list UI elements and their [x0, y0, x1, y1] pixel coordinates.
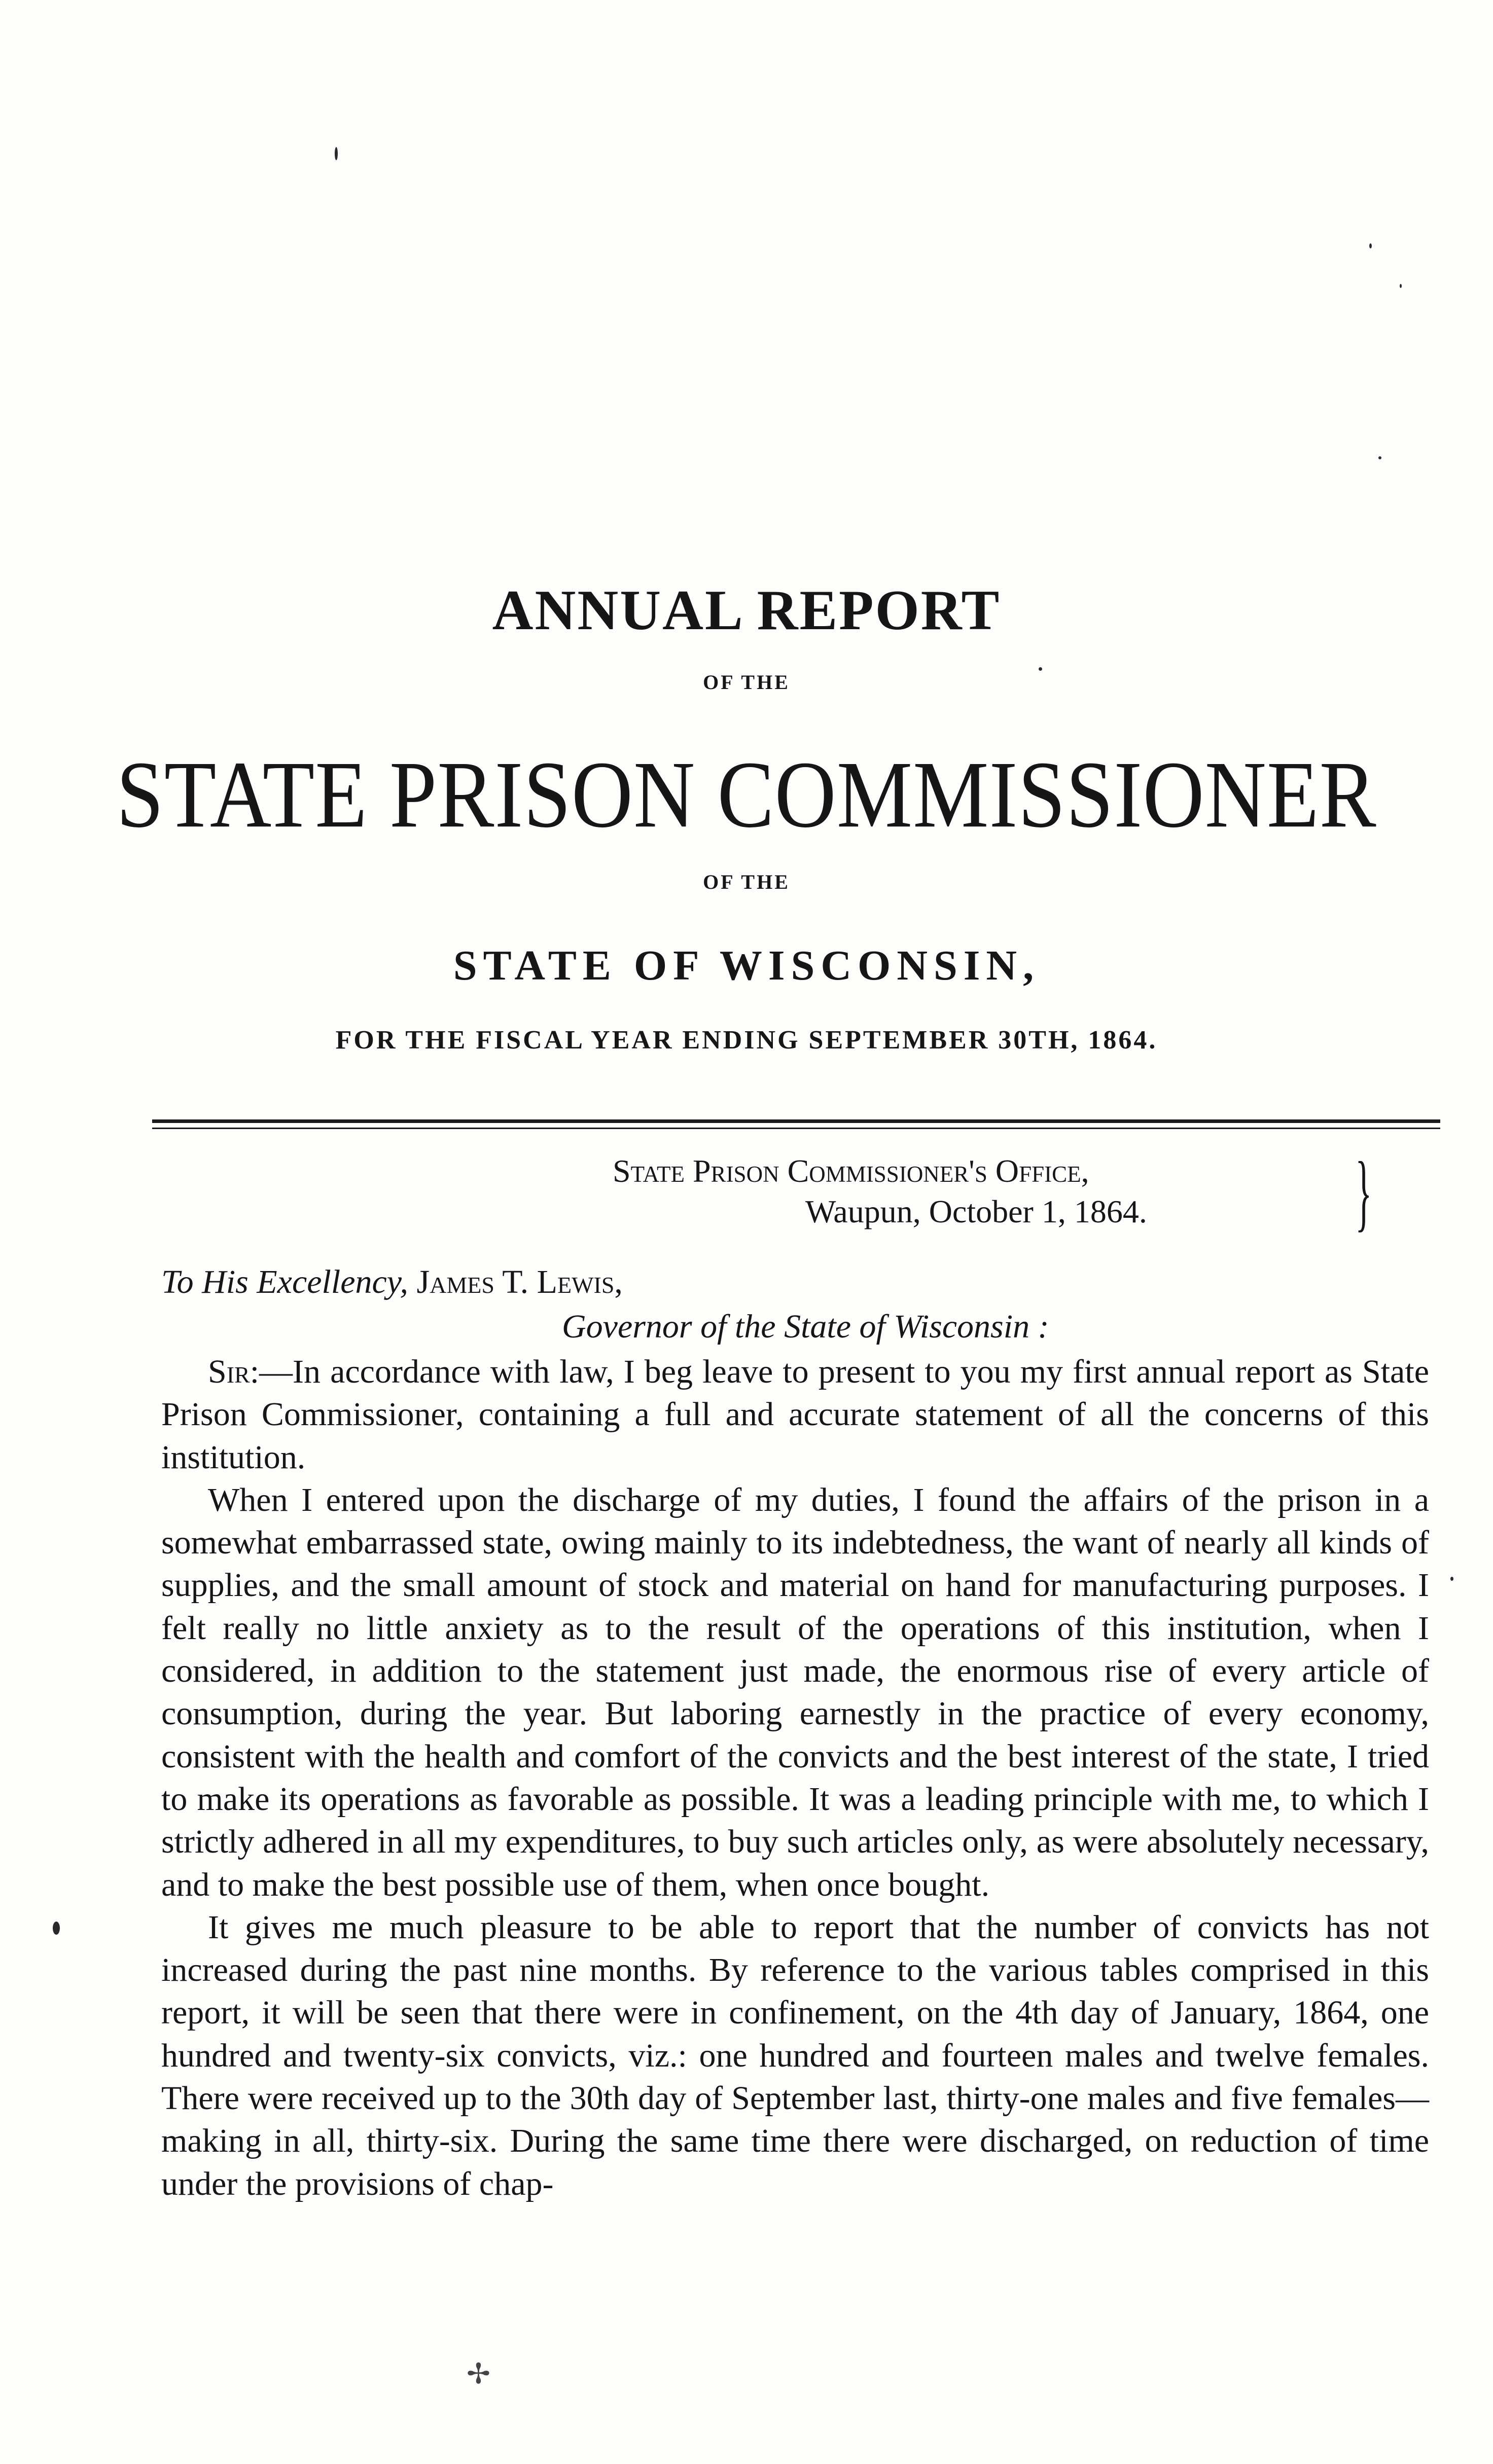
smudge-mark: ✢: [467, 2359, 490, 2390]
sir-salutation: Sir: [208, 1353, 250, 1390]
print-speck: [53, 1922, 60, 1935]
paragraph-2: When I entered upon the discharge of my duties, I found the affairs of the prison in a somewhat embarrassed state, owing mainly to its indebtedness, the want of nearly all kinds of supplies, and the small amount of stock and material on hand for manufacturing purposes. I felt really no little anxiety as to the result of the operations of this institution, when I considered, in addition to the statement just made, the enormous rise of every article of consumption, during the year. But laboring earnestly in the practice of every economy, consistent with the health and comfort of the convicts and the best interest of the state, I tried to make its operations as favorable as possible. It was a leading principle with me, to which I strictly adhered in all my expenditures, to buy such articles only, as were absolutely necessary, and to make the best possible use of them, when once bought.: [161, 1481, 1429, 1903]
addressee-name: James T. Lewis,: [416, 1263, 623, 1300]
report-title-annual: ANNUAL REPORT: [492, 579, 1001, 642]
salutation-prefix: To His Excellency,: [161, 1263, 408, 1300]
closing-brace: }: [1355, 1144, 1372, 1240]
print-speck: [1039, 667, 1042, 671]
print-speck: [1378, 456, 1381, 459]
paragraph-3: It gives me much pleasure to be able to report that the number of convicts has not increased during the past nine months. By reference to the various tables comprised in this report, it will be seen that there were in confinement, on the 4th day of January, 1864, one hundred and twenty-six convicts, viz.: one hundred and fourteen males and twelve females. There were received up to the 30th day of September last, thirty-one males and five females—making in all, thirty-six. During the same time there were discharged, on reduction of time under the provisions of chap-: [161, 1908, 1429, 2202]
double-rule-bottom: [152, 1128, 1440, 1129]
of-the-connector-1: OF THE: [703, 671, 790, 694]
salutation: [161, 1259, 623, 1305]
report-title-state: STATE OF WISCONSIN,: [453, 942, 1040, 989]
letter-body: [161, 1351, 1429, 2205]
print-speck: [1450, 1577, 1453, 1581]
print-speck: [335, 147, 338, 160]
print-speck: [1369, 243, 1372, 248]
office-line: State Prison Commissioner's Office,: [613, 1153, 1089, 1189]
print-speck: [1400, 284, 1402, 288]
fiscal-year-line: FOR THE FISCAL YEAR ENDING SEPTEMBER 30TH, 1864.: [335, 1026, 1158, 1055]
report-title-commissioner: STATE PRISON COMMISSIONER: [116, 742, 1377, 848]
place-date-line: Waupun, October 1, 1864.: [805, 1193, 1147, 1229]
addressee-title: Governor of the State of Wisconsin :: [562, 1308, 1049, 1345]
letter-heading: [613, 1151, 1353, 1232]
paragraph-1: [161, 1351, 1429, 1479]
of-the-connector-2: OF THE: [703, 871, 790, 893]
paragraph-1-text: :—In accordance with law, I beg leave to present to you my first annual report as State Prison Commissioner, containing a full and accurate statement of all the concerns of this institution.: [161, 1353, 1429, 1476]
double-rule-top: [152, 1119, 1440, 1123]
